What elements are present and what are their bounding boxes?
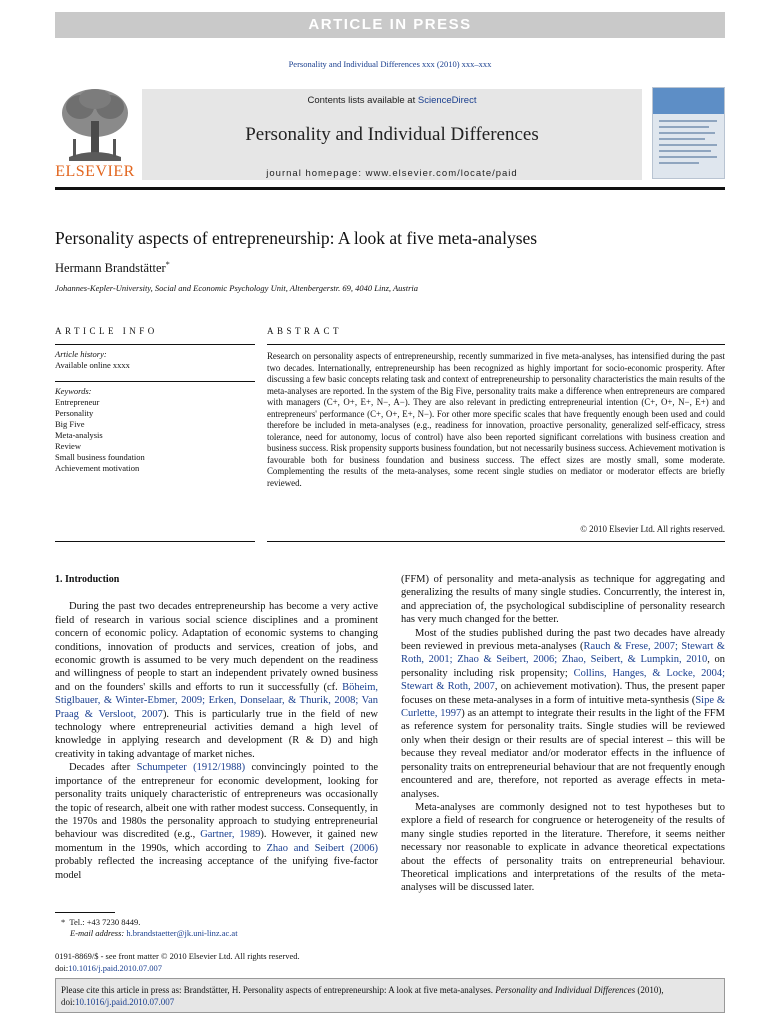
citation-link[interactable]: Schumpeter (1912/1988): [136, 762, 246, 774]
paragraph: [401, 627, 725, 801]
sciencedirect-link[interactable]: ScienceDirect: [417, 95, 477, 106]
contents-prefix: Contents lists available at: [307, 95, 418, 106]
keywords-label: Keywords:: [55, 386, 92, 396]
abstract-copyright: © 2010 Elsevier Ltd. All rights reserved.: [580, 524, 725, 534]
citation-link[interactable]: Collins, Hanges, & Locke, 2004; Stewart & Roth, 2007: [401, 667, 725, 693]
author-footnote-mark[interactable]: *: [165, 260, 170, 269]
email-label: E-mail address:: [70, 928, 127, 938]
cite-prefix: Please cite this article in press as: Brandstätter, H. Personality aspects of entrepreneurship: A look at five meta-analyses.: [61, 985, 496, 995]
affiliation: Johannes-Kepler-University, Social and Economic Psychology Unit, Altenbergerstr. 69, 4040 Linz, Austria: [55, 283, 419, 293]
email-link[interactable]: h.brandstaetter@jk.uni-linz.ac.at: [126, 928, 238, 938]
citation-link[interactable]: Gartner, 1989: [200, 829, 261, 841]
paragraph: (FFM) of personality and meta-analysis as technique for aggregating and generalizing the results of many single studies. Concurrently, the interest in, and appreciation of, the psychological subdiscipline of personality research has very much changed for the better.: [401, 574, 725, 626]
footnote-tel: * Tel.: +43 7230 8449.: [61, 917, 141, 927]
header-divider: [55, 187, 725, 190]
footnote-rule: [55, 912, 115, 913]
journal-banner: [142, 89, 642, 180]
abstract-bottom-rule: [267, 541, 725, 542]
doi-link[interactable]: 10.1016/j.paid.2010.07.007: [68, 962, 162, 973]
article-info-rule: [55, 344, 255, 345]
publisher-name: ELSEVIER: [55, 163, 135, 180]
author-name[interactable]: Hermann Brandstätter: [55, 261, 166, 276]
keyword-item: Entrepreneur: [55, 397, 100, 407]
paragraph: [55, 761, 378, 882]
paragraph: [55, 600, 378, 761]
cite-this-article-box: [55, 978, 725, 1013]
section-heading-introduction: 1. Introduction: [55, 574, 120, 585]
text-run: Decades after: [69, 762, 137, 774]
history-label: Article history:: [55, 349, 107, 359]
citation-link[interactable]: Böheim, Stiglbauer, & Winter-Ebmer, 2009; Erken, Donselaar, & Thurik, 2008; Van Praag & Versloot, 2007: [55, 681, 378, 720]
citation-link[interactable]: Zhao and Seibert (2006): [266, 842, 378, 854]
info-bottom-rule: [55, 541, 255, 542]
journal-header: [55, 85, 725, 185]
doi-line: [55, 963, 300, 975]
paper-title: Personality aspects of entrepreneurship: A look at five meta-analyses: [55, 228, 538, 248]
paragraph: Meta-analyses are commonly designed not to test hypotheses but to explore a field of research for congruence or heterogeneity of the results of many single studies reported in the literature. Therefore, it seems neither necessary nor reasonable to explicate in advance theoretical expectations about the effects of personality traits on entrepreneurial behaviour. Theoretical implications and interpretations of the results of the meta-analyses will be discussed later.: [401, 801, 725, 894]
text-run: probably reflected the increasing acceptance of the unifying five-factor model: [55, 856, 378, 881]
journal-homepage-link[interactable]: journal homepage: www.elsevier.com/locate/paid: [266, 168, 518, 179]
keyword-item: Personality: [55, 408, 94, 418]
abstract-text: Research on personality aspects of entrepreneurship, recently summarized in five meta-analyses, has intensified during the past two decades. Internationally, entrepreneurship has been recognized as highly important for socio-economic prosperity. After discussing a few basic concepts relating task and context of entrepreneurship to personality characteristics the main results of the meta-analyses are reported. In the system of the Big Five, personality traits make a difference when entrepreneurs are compared with managers (C+, O+, E+, N−, A−). They are also relevant in predicting entrepreneurial intention (C+, O+, N−, E+) and entrepreneurs' performance (C+, O+, E+, N−). For other more specific scales that have frequently enough been used and could therefore be included in meta-analyses (e.g., readiness for innovation, proactive personality, generalized self-efficacy, stress tolerance, need for autonomy, locus of control) have also been reported significant correlations with business creation and business success. Risk propensity supports business foundation, but not necessarily business success. Achievement motivation is favourable both for business foundation and business success. The effect sizes are mostly small, some moderate. Complementing the results of the meta-analyses, some recent single studies on mediator or moderator effects are briefly reviewed.: [267, 351, 725, 488]
text-run: convincingly pointed to the importance of the entrepreneur for economic development, looking for personality traits uniquely characteristic of entrepreneurs was occasionally the topic of research, albeit one with rather modest success. Consequently, in the 1970s and 1980s the personality approach to studying entrepreneurial behaviour was discredited (e.g.,: [55, 762, 379, 841]
keyword-item: Big Five: [55, 419, 85, 429]
text-run: ). This is particularly true in the field of new technology where entrepreneurial activities demand a high level of knowledge in applying research and development (R & D) and high creativity in taking advantage of market niches.: [55, 708, 378, 760]
journal-citation-link[interactable]: Personality and Individual Differences xxx (2010) xxx–xxx: [288, 59, 492, 69]
text-run: , on achievement motivation). Thus, the present paper focuses on these meta-analyses in a form of intuitive meta-synthesis (: [401, 681, 725, 706]
keyword-item: Small business foundation: [55, 452, 145, 462]
cite-middle: (2010), doi:: [61, 985, 664, 1007]
footnote-email-line: [55, 928, 238, 939]
article-in-press-banner: ARTICLE IN PRESS: [55, 12, 725, 38]
cite-journal: Personality and Individual Differences: [495, 985, 636, 995]
history-rule: [55, 381, 255, 382]
text-run: , on personality including risk propensity;: [401, 654, 725, 679]
contents-line: [142, 95, 642, 106]
author-line: [55, 260, 170, 276]
issn-block: [55, 951, 300, 974]
abstract-rule: [267, 344, 725, 345]
body-left-column: [55, 573, 378, 882]
issn-line: 0191-8869/$ - see front matter © 2010 Elsevier Ltd. All rights reserved.: [55, 951, 300, 961]
doi-prefix: doi:: [55, 962, 69, 973]
cite-doi-link[interactable]: 10.1016/j.paid.2010.07.007: [75, 997, 175, 1007]
text-run: Most of the studies published during the past two decades have already been reviewed in previous meta-analyses (: [401, 627, 725, 653]
journal-title: Personality and Individual Differences: [245, 124, 539, 145]
keyword-item: Achievement motivation: [55, 463, 140, 473]
tel-text: Tel.: +43 7230 8449.: [69, 917, 141, 927]
keywords-block: [55, 386, 255, 474]
text-run: ). However, it gained new momentum in the 1990s, which according to: [55, 829, 378, 854]
text-run: During the past two decades entrepreneurship has become a very active field of research in various social science disciplines and a prominent concern of economic policy. Adaptation of economic systems to changing conditions, innovation of products and services, creation of jobs, and economic growth is assumed to be very much dependent on the readiness and willingness of people to start an independent privately owned business and on the founders' skills and efforts to run it successfully (cf.: [55, 601, 378, 693]
text-run: ) as an attempt to integrate their results in the light of the FFM as reference system for personality traits. Single studies will be reviewed only when their design or their results are of special interest – this will be because they reveal mediator and/or moderator effects in the influence of personality traits on entrepreneurial behaviour that are not frequently enough encountered and are, therefore, not reported as average effects in meta-analyses.: [401, 708, 725, 800]
keyword-item: Meta-analysis: [55, 430, 103, 440]
citation-link[interactable]: Rauch & Frese, 2007; Stewart & Roth, 2001; Zhao & Seibert, 2006; Zhao, Seibert, & Lumpkin, 2010: [401, 641, 725, 666]
author-footnote: [55, 917, 238, 939]
citation-link[interactable]: Sipe & Curlette, 1997: [401, 694, 726, 720]
abstract-label: ABSTRACT: [267, 326, 343, 336]
body-right-column: [401, 573, 725, 895]
journal-cover-thumbnail: [652, 87, 725, 179]
article-history: [55, 349, 255, 371]
keyword-item: Review: [55, 441, 81, 451]
article-info-label: ARTICLE INFO: [55, 326, 158, 336]
history-value: Available online xxxx: [55, 360, 130, 370]
